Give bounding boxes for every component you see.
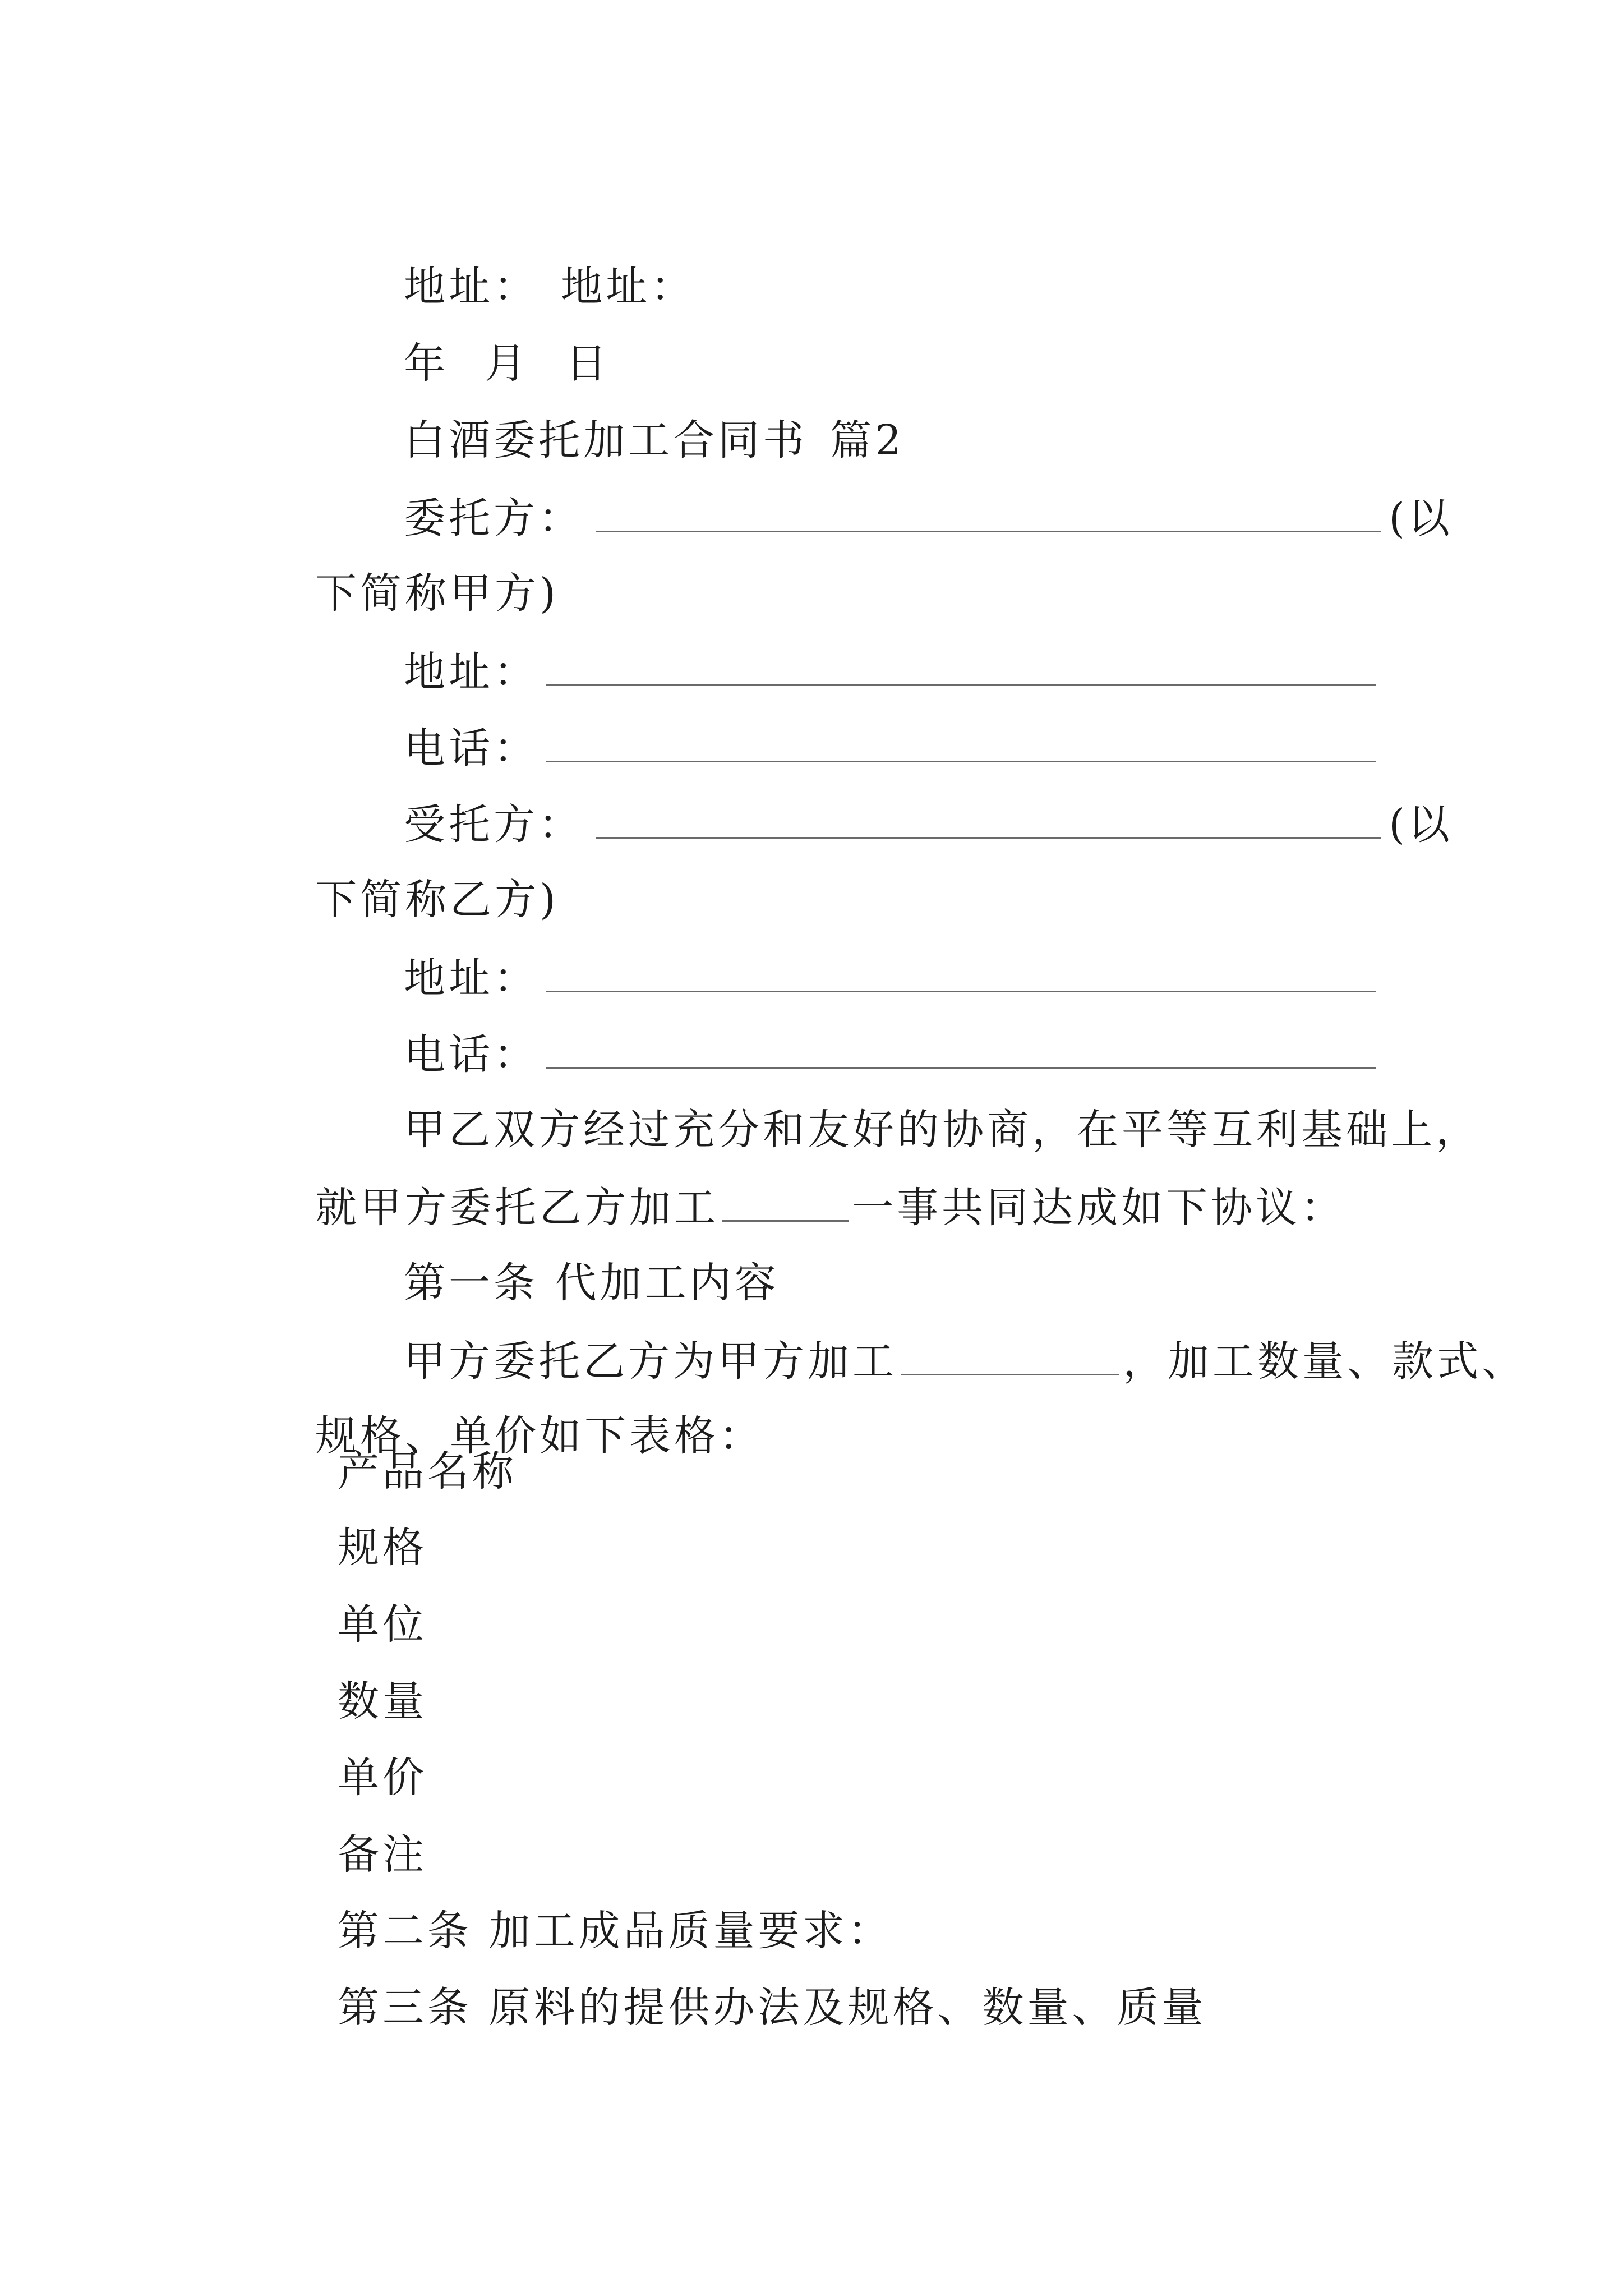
intro-text-1: 甲乙双方经过充分和友好的协商，在平等互利基础上，: [404, 1106, 1481, 1154]
party-b-name-blank: [596, 802, 1381, 839]
party-a-address-blank: [546, 650, 1376, 686]
article-1-item-blank: [901, 1339, 1119, 1375]
article-2-title: 第二条 加工成品质量要求：: [338, 1907, 893, 1955]
table-field-remarks: 备注: [338, 1830, 427, 1879]
table-field-unit-price: 单价: [338, 1754, 427, 1802]
intro-text-2b: 一事共同达成如下协议：: [852, 1184, 1346, 1232]
section-title: 白酒委托加工合同书: [404, 416, 808, 464]
party-b-suffix: (以: [1389, 800, 1453, 849]
party-a-label: 委托方：: [404, 494, 584, 542]
address-label-a: 地址：: [404, 263, 539, 311]
party-b-address-label: 地址：: [404, 954, 539, 1002]
party-a-alias: 下简称甲方): [315, 569, 559, 618]
table-field-unit: 单位: [338, 1600, 427, 1649]
intro-text-2a: 就甲方委托乙方加工: [315, 1184, 720, 1232]
party-a-phone-blank: [546, 726, 1376, 762]
party-a-address-label: 地址：: [404, 648, 539, 696]
article-3-title: 第三条 原料的提供办法及规格、数量、质量: [338, 1984, 1207, 2032]
party-a-name-blank: [596, 496, 1381, 532]
date-year: 年: [404, 339, 449, 388]
article-1-text-b: ，加工数量、款式、: [1123, 1337, 1527, 1386]
party-b-address-blank: [546, 956, 1376, 992]
section-number: 篇2: [830, 416, 905, 464]
party-a-suffix: (以: [1389, 494, 1453, 542]
intro-item-blank: [722, 1185, 849, 1222]
party-b-alias: 下简称乙方): [315, 876, 559, 924]
date-month: 月: [485, 339, 530, 388]
party-b-phone-blank: [546, 1032, 1376, 1069]
article-1-text-a: 甲方委托乙方为甲方加工: [404, 1337, 898, 1386]
date-day: 日: [565, 339, 611, 388]
party-a-phone-label: 电话：: [404, 724, 539, 772]
article-1-text-2: 规格、单价如下表格：: [315, 1412, 764, 1460]
table-field-quantity: 数量: [338, 1677, 427, 1726]
party-b-phone-label: 电话：: [404, 1030, 539, 1079]
table-field-product-name: 产品名称: [338, 1447, 517, 1496]
address-label-b: 地址：: [561, 263, 696, 311]
table-field-spec: 规格: [338, 1524, 427, 1572]
party-b-label: 受托方：: [404, 800, 584, 849]
article-1-heading: 第一条 代加工内容: [404, 1259, 780, 1307]
